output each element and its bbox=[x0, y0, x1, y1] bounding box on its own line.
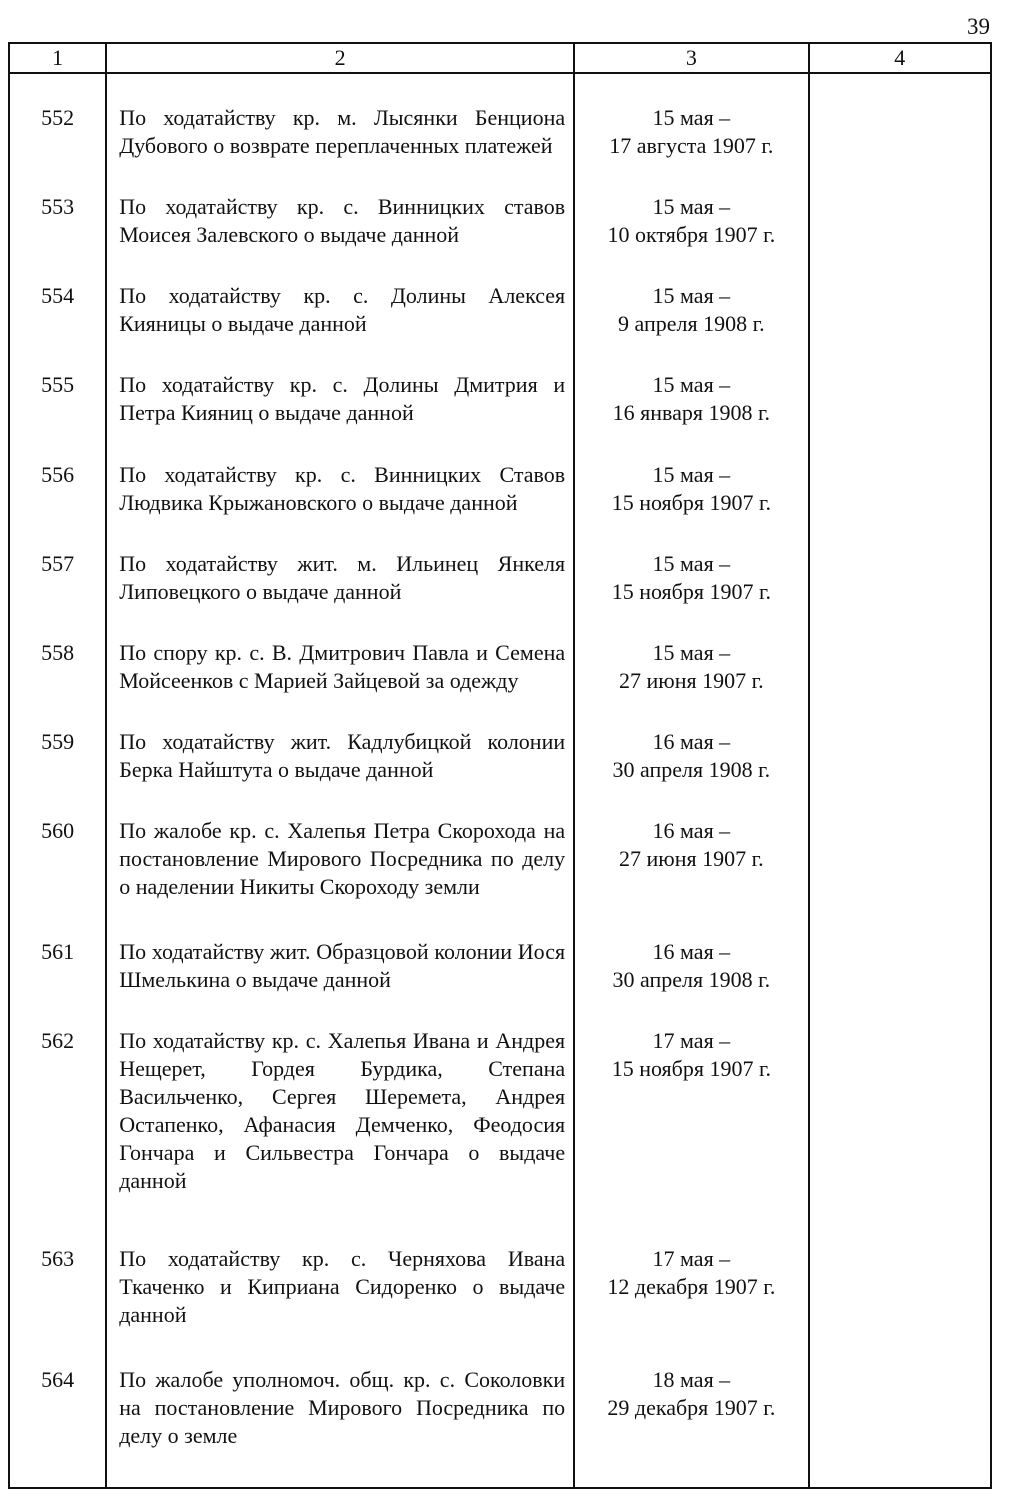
case-title: По жалобе кр. с. Халепья Петра Скорохода на постановление Мирового Посредника по делу о наделении Никиты Скороходу земли bbox=[106, 817, 574, 938]
spacer-cell bbox=[809, 73, 991, 104]
case-dates bbox=[574, 1366, 808, 1487]
date-end: 30 апреля 1908 г. bbox=[612, 967, 771, 993]
date-start: 16 мая – bbox=[652, 818, 731, 844]
case-remarks bbox=[809, 550, 991, 639]
register-row bbox=[9, 1027, 991, 1244]
spacer-cell bbox=[9, 73, 106, 104]
register-row bbox=[9, 817, 991, 938]
date-start: 15 мая – bbox=[652, 550, 731, 576]
register-table bbox=[8, 42, 992, 1489]
case-remarks bbox=[809, 461, 991, 550]
date-end: 27 июня 1907 г. bbox=[619, 667, 764, 693]
filler-cell bbox=[809, 1487, 991, 1488]
date-end: 15 ноября 1907 г. bbox=[611, 578, 772, 604]
column-header-number: 1 bbox=[9, 43, 106, 73]
bottom-filler-row bbox=[9, 1487, 991, 1488]
case-number: 564 bbox=[9, 1366, 106, 1487]
date-start: 16 мая – bbox=[652, 939, 731, 965]
register-row bbox=[9, 1245, 991, 1366]
date-end: 9 апреля 1908 г. bbox=[618, 311, 765, 337]
date-start: 15 мая – bbox=[652, 639, 731, 665]
register-body bbox=[9, 73, 991, 1488]
case-remarks bbox=[809, 1366, 991, 1487]
date-start: 15 мая – bbox=[652, 194, 731, 220]
case-title: По ходатайству кр. м. Лысянки Бенциона Дубового о возврате переплаченных платежей bbox=[106, 104, 574, 193]
register-row bbox=[9, 104, 991, 193]
case-remarks bbox=[809, 371, 991, 460]
spacer-cell bbox=[106, 73, 574, 104]
case-title: По жалобе уполномоч. общ. кр. с. Соколовки на постановление Мирового Посредника по делу о земле bbox=[106, 1366, 574, 1487]
date-end: 27 июня 1907 г. bbox=[619, 846, 764, 872]
case-remarks bbox=[809, 639, 991, 728]
case-title: По ходатайству кр. с. Долины Алексея Кияницы о выдаче данной bbox=[106, 282, 574, 371]
case-number: 552 bbox=[9, 104, 106, 193]
case-remarks bbox=[809, 1245, 991, 1366]
register-row bbox=[9, 193, 991, 282]
case-remarks bbox=[809, 193, 991, 282]
date-start: 17 мая – bbox=[652, 1245, 731, 1271]
case-title: По ходатайству кр. с. Долины Дмитрия и Петра Кияниц о выдаче данной bbox=[106, 371, 574, 460]
case-remarks bbox=[809, 1027, 991, 1244]
case-dates bbox=[574, 193, 808, 282]
date-start: 18 мая – bbox=[652, 1366, 731, 1392]
case-remarks bbox=[809, 938, 991, 1027]
date-start: 15 мая – bbox=[652, 105, 731, 130]
column-header-title: 2 bbox=[106, 43, 574, 73]
date-end: 15 ноября 1907 г. bbox=[611, 489, 772, 515]
case-number: 555 bbox=[9, 371, 106, 460]
date-start: 15 мая – bbox=[652, 461, 731, 487]
date-end: 10 октября 1907 г. bbox=[607, 222, 776, 248]
filler-cell bbox=[106, 1487, 574, 1488]
case-title: По ходатайству кр. с. Черняхова Ивана Ткаченко и Киприана Сидоренко о выдаче данной bbox=[106, 1245, 574, 1366]
case-number: 560 bbox=[9, 817, 106, 938]
case-number: 556 bbox=[9, 461, 106, 550]
register-row bbox=[9, 639, 991, 728]
case-number: 562 bbox=[9, 1027, 106, 1244]
page-number: 39 bbox=[967, 14, 990, 39]
filler-cell bbox=[574, 1487, 808, 1488]
case-dates bbox=[574, 1027, 808, 1244]
case-dates bbox=[574, 550, 808, 639]
register-row bbox=[9, 371, 991, 460]
register-row bbox=[9, 282, 991, 371]
case-remarks bbox=[809, 728, 991, 817]
case-title: По ходатайству жит. Кадлубицкой колонии Берка Найштута о выдаче данной bbox=[106, 728, 574, 817]
register-row bbox=[9, 461, 991, 550]
case-dates bbox=[574, 639, 808, 728]
date-start: 16 мая – bbox=[652, 728, 731, 754]
case-dates bbox=[574, 938, 808, 1027]
register-row bbox=[9, 550, 991, 639]
case-dates bbox=[574, 371, 808, 460]
case-title: По ходатайству кр. с. Халепья Ивана и Андрея Нещерет, Гордея Бурдика, Степана Васильченко, Сергея Шеремета, Андрея Остапенко, Афанасия Демченко, Феодосия Гончара и Сильвестра Гончара о выдаче данной bbox=[106, 1027, 574, 1244]
column-header-dates: 3 bbox=[574, 43, 808, 73]
spacer-cell bbox=[574, 73, 808, 104]
case-number: 561 bbox=[9, 938, 106, 1027]
column-header-remarks: 4 bbox=[809, 43, 991, 73]
register-row bbox=[9, 938, 991, 1027]
case-title: По ходатайству жит. Образцовой колонии Иося Шмелькина о выдаче данной bbox=[106, 938, 574, 1027]
register-row bbox=[9, 728, 991, 817]
case-remarks bbox=[809, 104, 991, 193]
top-spacer-row bbox=[9, 73, 991, 104]
case-remarks bbox=[809, 282, 991, 371]
case-dates bbox=[574, 728, 808, 817]
date-start: 17 мая – bbox=[652, 1028, 731, 1054]
case-number: 553 bbox=[9, 193, 106, 282]
case-dates bbox=[574, 104, 808, 193]
date-start: 15 мая – bbox=[652, 283, 731, 309]
column-header-row bbox=[9, 43, 991, 73]
case-number: 559 bbox=[9, 728, 106, 817]
case-number: 557 bbox=[9, 550, 106, 639]
case-dates bbox=[574, 282, 808, 371]
case-title: По ходатайству кр. с. Винницких Ставов Людвика Крыжановского о выдаче данной bbox=[106, 461, 574, 550]
case-number: 563 bbox=[9, 1245, 106, 1366]
case-title: По ходатайству кр. с. Винницких ставов Моисея Залевского о выдаче данной bbox=[106, 193, 574, 282]
case-remarks bbox=[809, 817, 991, 938]
case-dates bbox=[574, 461, 808, 550]
case-dates bbox=[574, 1245, 808, 1366]
case-number: 558 bbox=[9, 639, 106, 728]
date-end: 16 января 1908 г. bbox=[612, 400, 771, 426]
date-end: 15 ноября 1907 г. bbox=[611, 1056, 772, 1082]
date-start: 15 мая – bbox=[652, 372, 731, 398]
case-number: 554 bbox=[9, 282, 106, 371]
case-title: По спору кр. с. В. Дмитрович Павла и Семена Мойсеенков с Марией Зайцевой за одежду bbox=[106, 639, 574, 728]
case-dates bbox=[574, 817, 808, 938]
date-end: 12 декабря 1907 г. bbox=[607, 1273, 776, 1299]
date-end: 30 апреля 1908 г. bbox=[612, 756, 771, 782]
date-end: 29 декабря 1907 г. bbox=[607, 1394, 776, 1420]
case-title: По ходатайству жит. м. Ильинец Янкеля Липовецкого о выдаче данной bbox=[106, 550, 574, 639]
filler-cell bbox=[9, 1487, 106, 1488]
date-end: 17 августа 1907 г. bbox=[609, 133, 774, 158]
register-row bbox=[9, 1366, 991, 1487]
